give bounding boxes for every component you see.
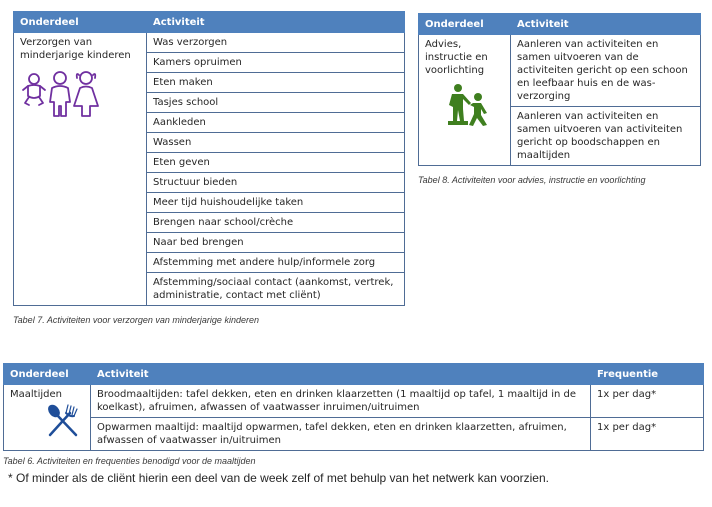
activity-cell: Tasjes school xyxy=(147,93,405,113)
table-row xyxy=(14,33,405,53)
activity-cell: Aankleden xyxy=(147,113,405,133)
activity-cell: Naar bed brengen xyxy=(147,233,405,253)
children-icon xyxy=(20,70,140,122)
onderdeel-cell xyxy=(419,35,511,166)
activity-cell: Structuur bieden xyxy=(147,173,405,193)
cutlery-icon xyxy=(10,403,84,441)
activity-cell: Afstemming met andere hulp/informele zorg xyxy=(147,253,405,273)
table-8-advies xyxy=(418,13,701,166)
helping-person-icon xyxy=(425,83,504,131)
table-7-caption: Tabel 7. Activiteiten voor verzorgen van minderjarige kinderen xyxy=(13,315,259,325)
activity-cell: Brengen naar school/crèche xyxy=(147,213,405,233)
onderdeel-cell xyxy=(4,385,91,451)
table-8-block xyxy=(418,13,700,186)
frequency-cell: 1x per dag* xyxy=(591,385,704,418)
frequency-cell: 1x per dag* xyxy=(591,418,704,451)
header-activiteit: Activiteit xyxy=(511,14,701,35)
table-6-maaltijden xyxy=(3,363,704,451)
table-6-caption: Tabel 6. Activiteiten en frequenties benodigd voor de maaltijden xyxy=(3,456,256,466)
activity-cell: Meer tijd huishoudelijke taken xyxy=(147,193,405,213)
table-7-block xyxy=(13,11,404,326)
table-row xyxy=(419,35,701,107)
activity-cell: Eten geven xyxy=(147,153,405,173)
header-onderdeel: Onderdeel xyxy=(4,364,91,385)
table-7-verzorgen-kinderen xyxy=(13,11,405,306)
activity-cell: Eten maken xyxy=(147,73,405,93)
table-8-caption: Tabel 8. Activiteiten voor advies, instructie en voorlichting xyxy=(418,175,646,185)
activity-cell: Wassen xyxy=(147,133,405,153)
activity-cell: Aanleren van activiteiten en samen uitvoeren van activiteiten gericht op boodschappen en maaltijden xyxy=(511,107,701,166)
activity-cell: Broodmaaltijden: tafel dekken, eten en drinken klaarzetten (1 maaltijd op tafel, 1 maaltijd in de koelkast), afruimen, afwassen of vaatwasser inruimen/uitruimen xyxy=(91,385,591,418)
onderdeel-label: Verzorgen van minderjarige kinderen xyxy=(20,37,131,61)
onderdeel-cell xyxy=(14,33,147,306)
activity-cell: Opwarmen maaltijd: maaltijd opwarmen, tafel dekken, eten en drinken klaarzetten, afruimen, afwassen of vaatwasser in/uitruimen xyxy=(91,418,591,451)
onderdeel-label: Advies, instructie en voorlichting xyxy=(425,39,488,76)
onderdeel-label: Maaltijden xyxy=(10,389,62,400)
header-onderdeel: Onderdeel xyxy=(14,12,147,33)
header-onderdeel: Onderdeel xyxy=(419,14,511,35)
table-row xyxy=(4,418,704,451)
table-6-block xyxy=(3,363,703,486)
header-activiteit: Activiteit xyxy=(147,12,405,33)
header-activiteit: Activiteit xyxy=(91,364,591,385)
activity-cell: Kamers opruimen xyxy=(147,53,405,73)
footnote: * Of minder als de cliënt hierin een deel van de week zelf of met behulp van het netwerk kan voorzien. xyxy=(8,471,549,485)
header-frequentie: Frequentie xyxy=(591,364,704,385)
activity-cell: Afstemming/sociaal contact (aankomst, vertrek, administratie, contact met cliënt) xyxy=(147,273,405,306)
activity-cell: Aanleren van activiteiten en samen uitvoeren van de activiteiten gericht op een schoon en leefbaar huis en de was-verzorging xyxy=(511,35,701,107)
activity-cell: Was verzorgen xyxy=(147,33,405,53)
table-row xyxy=(4,385,704,418)
